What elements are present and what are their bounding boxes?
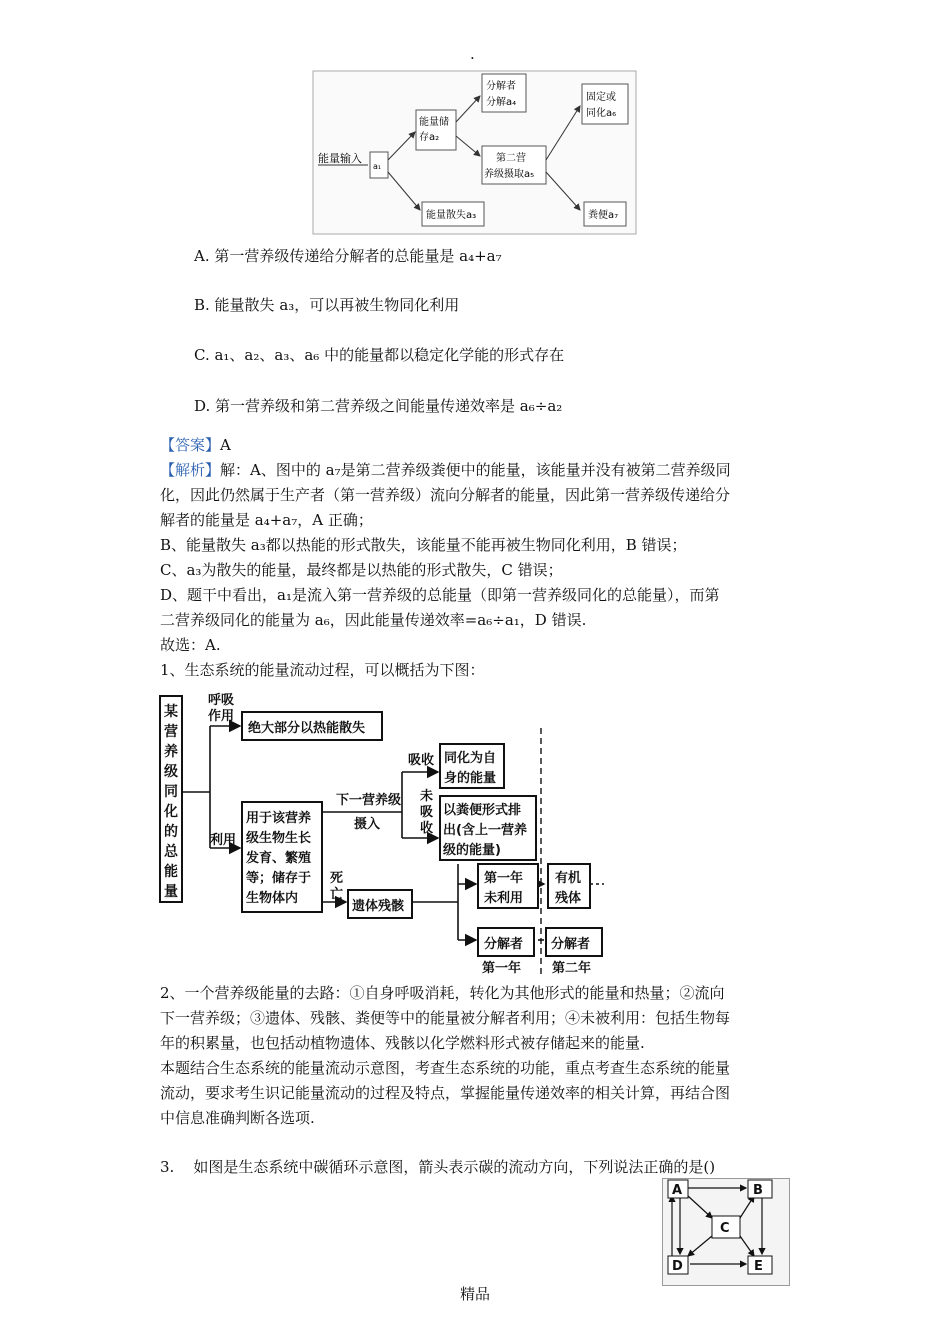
para-line-3: 年的积累量，也包括动植物遗体、残骸以化学燃料形式被存储起来的能量.: [160, 1034, 645, 1052]
fig2-resp-l2: 作用: [208, 709, 235, 724]
question-3-number: 3.: [160, 1158, 175, 1176]
fig2-death-0: 死: [330, 871, 344, 886]
analysis-line-7: 二营养级同化的能量为 a₆，因此能量传递效率=a₆÷a₁，D 错误.: [160, 611, 587, 629]
fig1-input: 能量输入: [318, 152, 362, 165]
fig2-assim-l1: 同化为自: [444, 751, 497, 766]
fig2-left-0: 某: [164, 704, 178, 720]
fig1-second-l1: 第二营: [496, 153, 526, 164]
fig2-growth-3: 等；储存于: [246, 871, 312, 886]
option-b[interactable]: B. 能量散失 a₃，可以再被生物同化利用: [194, 296, 460, 314]
fig2-remains: 遗体残骸: [352, 899, 405, 914]
question-3-text: 如图是生态系统中碳循环示意图，箭头表示碳的流动方向，下列说法正确的是(): [193, 1158, 716, 1176]
footer-text: 精品: [460, 1285, 491, 1303]
para-line-4: 本题结合生态系统的能量流动示意图，考查生态系统的功能，重点考查生态系统的能量: [160, 1059, 731, 1077]
fig2-left-4: 同: [164, 784, 178, 800]
question-3: [160, 1155, 715, 1179]
fig2-next-l1: 下一营养级: [336, 793, 402, 808]
fig2-death-1: 亡: [330, 887, 344, 902]
analysis-line-5: C、a₃为散失的能量，最终都是以热能的形式散失，C 错误；: [160, 561, 563, 579]
fig3-node-a: A: [672, 1183, 683, 1198]
analysis-tag: 【解析】: [160, 461, 221, 479]
analysis-line-4: B、能量散失 a₃都以热能的形式散失，该能量不能再被生物同化利用，B 错误；: [160, 536, 687, 554]
fig3-node-d: D: [672, 1259, 683, 1274]
fig1-decomposer-l1: 分解者: [486, 81, 516, 92]
answer-value: A: [220, 436, 231, 454]
fig2-unused-l1: 第一年: [484, 871, 524, 886]
fig2-feces-2: 级的能量): [443, 843, 501, 858]
analysis-line-3: 解者的能量是 a₄+a₇，A 正确；: [160, 511, 373, 529]
energy-flow-diagram-1: [312, 70, 638, 236]
para-line-1: 2、一个营养级能量的去路：①自身呼吸消耗，转化为其他形式的能量和热量；②流向: [160, 984, 725, 1002]
fig1-fix-l1: 固定或: [586, 92, 616, 103]
para-line-2: 下一营养级；③遗体、残骸、粪便等中的能量被分解者利用；④未被利用：包括生物每: [160, 1009, 731, 1027]
option-c[interactable]: C. a₁、a₂、a₃、a₆ 中的能量都以稳定化学能的形式存在: [194, 346, 565, 364]
fig2-use: 利用: [210, 833, 237, 848]
answer-tag: 【答案】: [160, 436, 221, 454]
fig2-organic-l2: 残体: [555, 891, 582, 906]
fig1-feces: 粪便a₇: [588, 210, 619, 221]
fig2-left-5: 化: [164, 804, 178, 820]
fig2-absorb: 吸收: [408, 753, 435, 768]
fig2-left-6: 的: [164, 824, 178, 840]
answer-line: [160, 433, 231, 457]
fig2-resp-l1: 呼吸: [208, 693, 235, 708]
fig2-growth-2: 发育、繁殖: [246, 851, 312, 866]
fig2-decomp2: 分解者: [551, 937, 591, 952]
fig2-year1: 第一年: [482, 961, 522, 976]
fig2-assim-l2: 身的能量: [444, 771, 497, 786]
option-d[interactable]: D. 第一营养级和第二营养级之间能量传递效率是 a₆÷a₂: [194, 397, 563, 415]
fig2-unabsorbed-1: 吸: [420, 805, 434, 820]
fig1-a1: a₁: [373, 162, 382, 171]
carbon-cycle-diagram: [662, 1178, 790, 1286]
fig2-unabsorbed-0: 未: [420, 789, 434, 804]
fig1-loss: 能量散失a₃: [426, 210, 477, 221]
fig2-left-3: 级: [164, 764, 178, 780]
fig2-organic-l1: 有机: [555, 871, 582, 886]
analysis-line-2: 化，因此仍然属于生产者（第一营养级）流向分解者的能量，因此第一营养级传递给分: [160, 486, 731, 504]
para-line-6: 中信息准确判断各选项.: [160, 1109, 315, 1127]
analysis-line-6: D、题干中看出，a₁是流入第一营养级的总能量（即第一营养级同化的总能量），而第: [160, 586, 720, 604]
energy-flow-diagram-2: [158, 688, 608, 976]
fig2-growth-1: 级生物生长: [246, 831, 312, 846]
para-line-5: 流动，要求考生识记能量流动的过程及特点，掌握能量传递效率的相关计算，再结合图: [160, 1084, 731, 1102]
fig2-left-9: 量: [164, 884, 178, 900]
fig2-heat: 绝大部分以热能散失: [248, 721, 366, 736]
fig1-decomposer-l2: 分解a₄: [486, 97, 517, 108]
fig1-storage-l1: 能量储: [419, 117, 449, 128]
option-a[interactable]: A. 第一营养级传递给分解者的总能量是 a₄+a₇: [194, 247, 502, 265]
analysis-line-8: 故选：A.: [160, 636, 221, 654]
fig2-growth-0: 用于该营养: [246, 811, 312, 826]
fig1-second-l2: 养级摄取a₅: [484, 169, 535, 180]
fig2-unused-l2: 未利用: [484, 891, 524, 906]
fig2-growth-4: 生物体内: [246, 891, 299, 906]
header-dot: .: [470, 45, 475, 63]
fig2-feces-1: 出(含上一营养: [443, 823, 527, 838]
fig2-decomp1: 分解者: [484, 937, 524, 952]
fig2-unabsorbed-2: 收: [420, 821, 434, 836]
analysis-line-9: 1、生态系统的能量流动过程，可以概括为下图：: [160, 661, 485, 679]
fig2-feces-0: 以粪便形式排: [443, 803, 522, 818]
analysis-line-1: 【解析】解：A、图中的 a₇是第二营养级粪便中的能量，该能量并没有被第二营养级同: [160, 461, 731, 479]
fig1-storage-l2: 存a₂: [419, 132, 440, 143]
fig2-left-7: 总: [164, 844, 178, 860]
fig2-year2: 第二年: [552, 961, 592, 976]
fig2-left-2: 养: [164, 744, 178, 760]
fig2-left-8: 能: [164, 864, 178, 880]
fig3-node-e: E: [754, 1259, 763, 1274]
fig2-left-1: 营: [164, 724, 178, 740]
fig3-node-b: B: [753, 1183, 763, 1198]
fig1-fix-l2: 同化a₆: [586, 108, 617, 119]
fig3-node-c: C: [720, 1221, 730, 1236]
fig2-next-l2: 摄入: [354, 817, 381, 832]
